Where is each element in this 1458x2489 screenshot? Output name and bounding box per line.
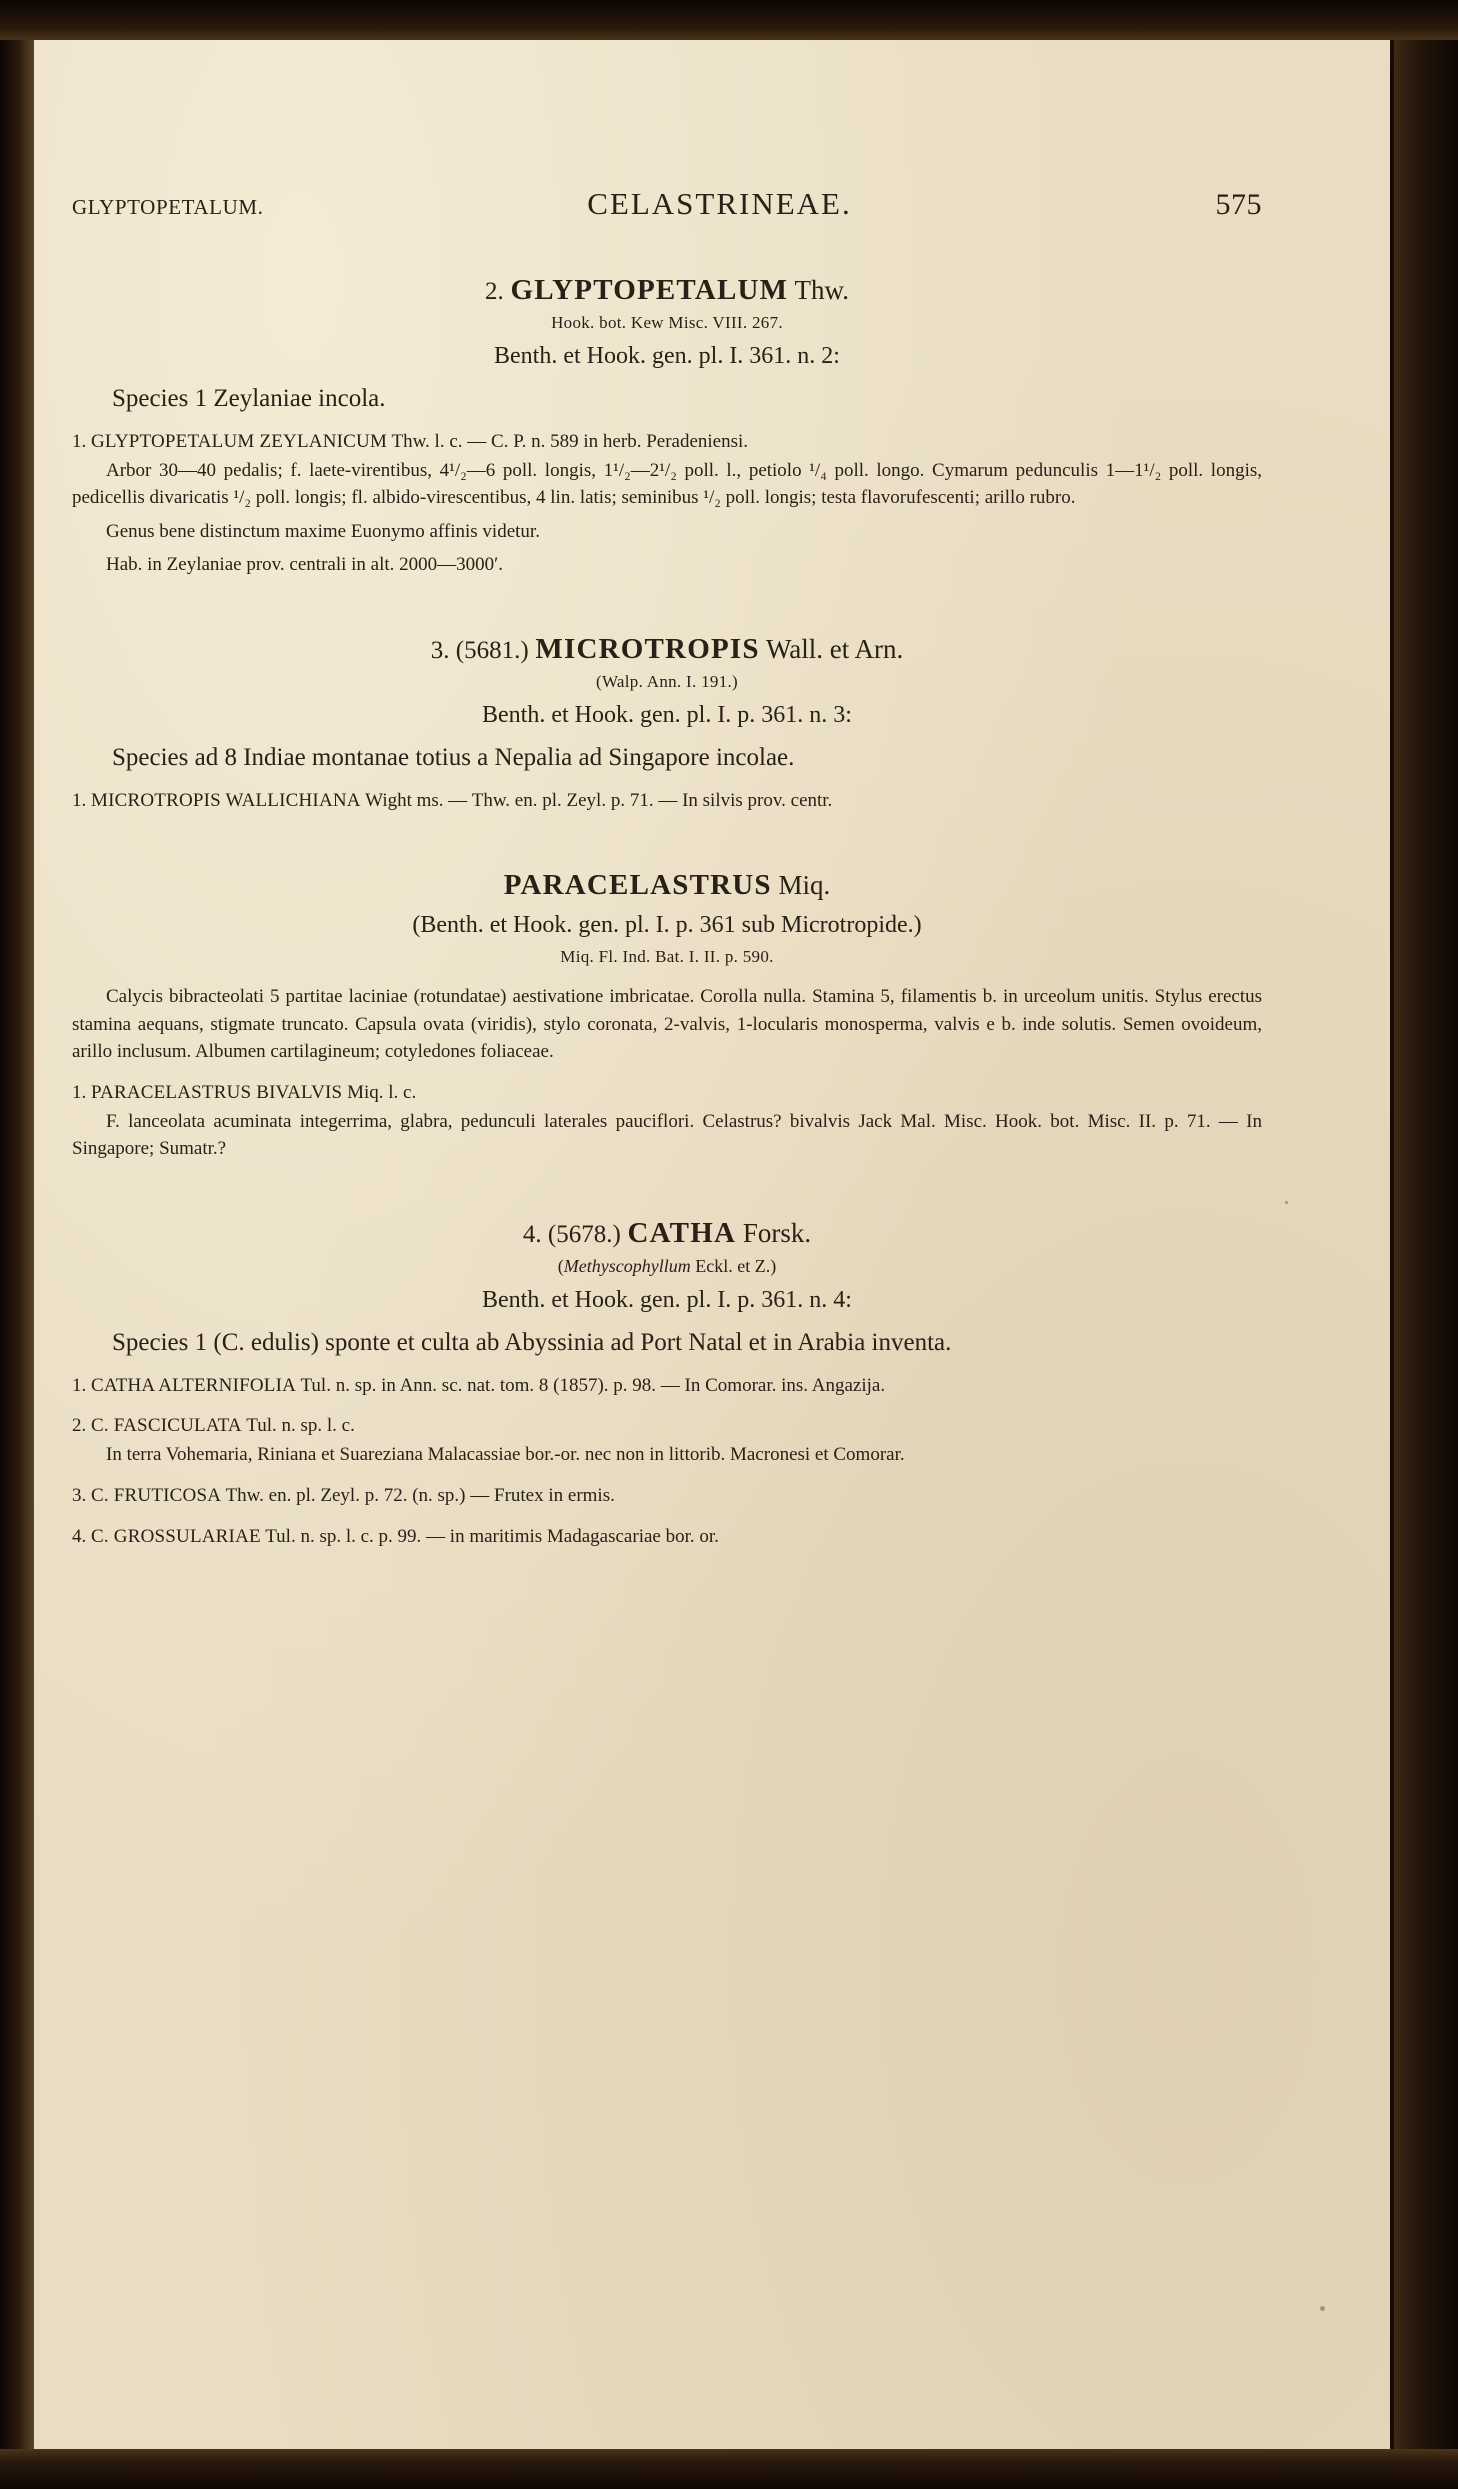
genus-heading [72, 633, 1262, 666]
species-entry [72, 1483, 1262, 1510]
species-entry-citation: Tul. n. sp. l. c. p. 99. — in maritimis Madagascariae bor. or. [265, 1526, 719, 1548]
genus-note-1: Genus bene distinctum maxime Euonymo affinis videtur. [106, 520, 540, 542]
genus-heading-name: PARACELASTRUS [503, 868, 772, 901]
species-entry-citation: Thw. en. pl. Zeyl. p. 72. (n. sp.) — Frutex in ermis. [225, 1485, 615, 1507]
genus-heading-author: Wall. et Arn. [765, 634, 904, 664]
running-head-center: CELASTRINEAE. [587, 186, 852, 221]
scan-gutter-right [1394, 0, 1458, 2489]
species-entry [72, 1524, 1262, 1551]
species-entry-citation: Wight ms. — Thw. en. pl. Zeyl. p. 71. — In silvis prov. centr. [365, 790, 833, 811]
genus-description: Calycis bibracteolati 5 partitae laciniae (rotundatae) aestivatione imbricatae. Corolla nulla. Stamina 5, filamentis b. in urceolum unitis. Stylus erectus stamina aequans, stigmate truncato. Capsula ovata (viridis), stylo coronata, 2-valvis, 1-locularis monosperma, valvis e b. inde solutis. Semen ovoideum, arillo inclusum. Albumen cartilagineum; cotyledones foliaceae. [72, 985, 1262, 1063]
synonym-name: Methyscophyllum [563, 1255, 691, 1276]
genus-citation-small: (Walp. Ann. I. 191.) [595, 672, 739, 691]
species-entry-number: 2. [72, 1415, 87, 1437]
genus-heading-number: 3. (5681.) [430, 637, 529, 664]
species-entry-number: 1. [72, 790, 87, 811]
species-entry-headline [72, 788, 1262, 815]
species-entry-name: MICROTROPIS WALLICHIANA [91, 790, 361, 811]
species-summary: Species 1 Zeylaniae incola. [112, 385, 386, 412]
species-entry-citation: Tul. n. sp. in Ann. sc. nat. tom. 8 (1857). p. 98. — In Comorar. ins. Angazija. [300, 1374, 886, 1396]
genus-citation-reference: Benth. et Hook. gen. pl. I. 361. n. 2: [494, 343, 840, 369]
species-entry-headline [72, 1524, 1262, 1551]
species-entry-headline [72, 429, 1262, 456]
scan-speck [1285, 1201, 1288, 1204]
genus-citation-reference: Benth. et Hook. gen. pl. I. p. 361. n. 4: [482, 1286, 852, 1313]
genus-heading [72, 274, 1262, 307]
genus-citation-small: Miq. Fl. Ind. Bat. I. II. p. 590. [560, 946, 774, 966]
section-glyptopetalum [72, 274, 1262, 579]
species-entry-description: Arbor 30—40 pedalis; f. laete-virentibus, 4¹/₂—6 poll. longis, 1¹/₂—2¹/₂ poll. l., petiolo ¹/₄ poll. longo. Cymarum pedunculis 1—1¹/₂ poll. longis, pedicellis divaricatis ¹/₂ poll. longis; fl. albido-virescentibus, 4 lin. latis; seminibus ¹/₂ poll. longis; testa flavorufescenti; arillo rubro. [72, 459, 1262, 508]
running-head [72, 186, 1262, 222]
species-entry-name: C. FASCICULATA [91, 1415, 242, 1437]
book-page [30, 36, 1390, 2456]
species-entry-citation: Thw. l. c. — C. P. n. 589 in herb. Peradeniensi. [391, 431, 749, 452]
genus-heading-author: Miq. [778, 869, 831, 900]
species-entry-citation: Miq. l. c. [347, 1081, 417, 1103]
species-entry-name: GLYPTOPETALUM ZEYLANICUM [91, 431, 388, 452]
genus-citation-reference: Benth. et Hook. gen. pl. I. p. 361. n. 3: [482, 702, 852, 728]
scan-speck [1320, 2306, 1325, 2311]
section-catha [72, 1217, 1262, 1552]
species-entry [72, 429, 1262, 512]
species-entry [72, 1373, 1262, 1400]
species-entry-description: In terra Vohemaria, Riniana et Suareziana Malacassiae bor.-or. nec non in littorib. Macronesi et Comorar. [106, 1444, 905, 1466]
species-entry-description: F. lanceolata acuminata integerrima, glabra, pedunculi laterales pauciflori. Celastrus? bivalvis Jack Mal. Misc. Hook. bot. Misc. II. p. 71. — In Singapore; Sumatr.? [72, 1110, 1262, 1159]
running-head-left: GLYPTOPETALUM. [72, 195, 264, 219]
species-entry-number: 1. [72, 1374, 87, 1396]
section-microtropis [72, 633, 1262, 815]
species-entry [72, 788, 1262, 815]
species-entry-name: CATHA ALTERNIFOLIA [91, 1374, 297, 1396]
synonym-author: Eckl. et Z.) [690, 1255, 777, 1276]
genus-heading-name: GLYPTOPETALUM [510, 274, 789, 306]
species-entry-name: PARACELASTRUS BIVALVIS [91, 1081, 343, 1103]
species-entry-headline [72, 1080, 1262, 1107]
species-entry-number: 4. [72, 1526, 87, 1548]
scan-gutter-left [0, 0, 34, 2489]
species-entry-headline [72, 1483, 1262, 1510]
species-entry-number: 1. [72, 1081, 87, 1103]
species-entry-number: 1. [72, 431, 87, 452]
synonym-open-paren: ( [557, 1255, 564, 1276]
species-entry-headline [72, 1413, 1262, 1440]
genus-heading-author: Thw. [794, 275, 849, 305]
genus-heading [72, 1217, 1262, 1250]
species-entry [72, 1413, 1262, 1469]
genus-note-2: Hab. in Zeylaniae prov. centrali in alt. 2000—3000′. [106, 554, 504, 576]
page-content [72, 186, 1262, 1551]
genus-citation-synonym [72, 1256, 1262, 1277]
species-entry-citation: Tul. n. sp. l. c. [246, 1415, 355, 1437]
species-entry-headline [72, 1373, 1262, 1400]
genus-heading-author: Forsk. [742, 1217, 812, 1248]
species-summary: Species ad 8 Indiae montanae totius a Nepalia ad Singapore incolae. [112, 744, 795, 771]
genus-heading-number: 2. [485, 278, 504, 305]
species-summary: Species 1 (C. edulis) sponte et culta ab Abyssinia ad Port Natal et in Arabia inventa. [112, 1328, 952, 1356]
species-entry-number: 3. [72, 1485, 87, 1507]
section-paracelastrus [72, 869, 1262, 1163]
species-entry-name: C. GROSSULARIAE [91, 1526, 261, 1548]
species-entry-name: C. FRUTICOSA [91, 1485, 222, 1507]
page-number: 575 [1215, 188, 1262, 221]
species-entry [72, 1080, 1262, 1163]
genus-heading-name: MICROTROPIS [535, 633, 760, 665]
scan-gutter-bottom [0, 2449, 1458, 2489]
scan-gutter-top [0, 0, 1458, 40]
genus-heading-name: CATHA [627, 1216, 737, 1249]
genus-citation-reference: (Benth. et Hook. gen. pl. I. p. 361 sub Microtropide.) [412, 911, 922, 938]
genus-heading-number: 4. (5678.) [522, 1220, 621, 1248]
genus-heading [72, 869, 1262, 902]
genus-citation-small: Hook. bot. Kew Misc. VIII. 267. [551, 313, 783, 332]
